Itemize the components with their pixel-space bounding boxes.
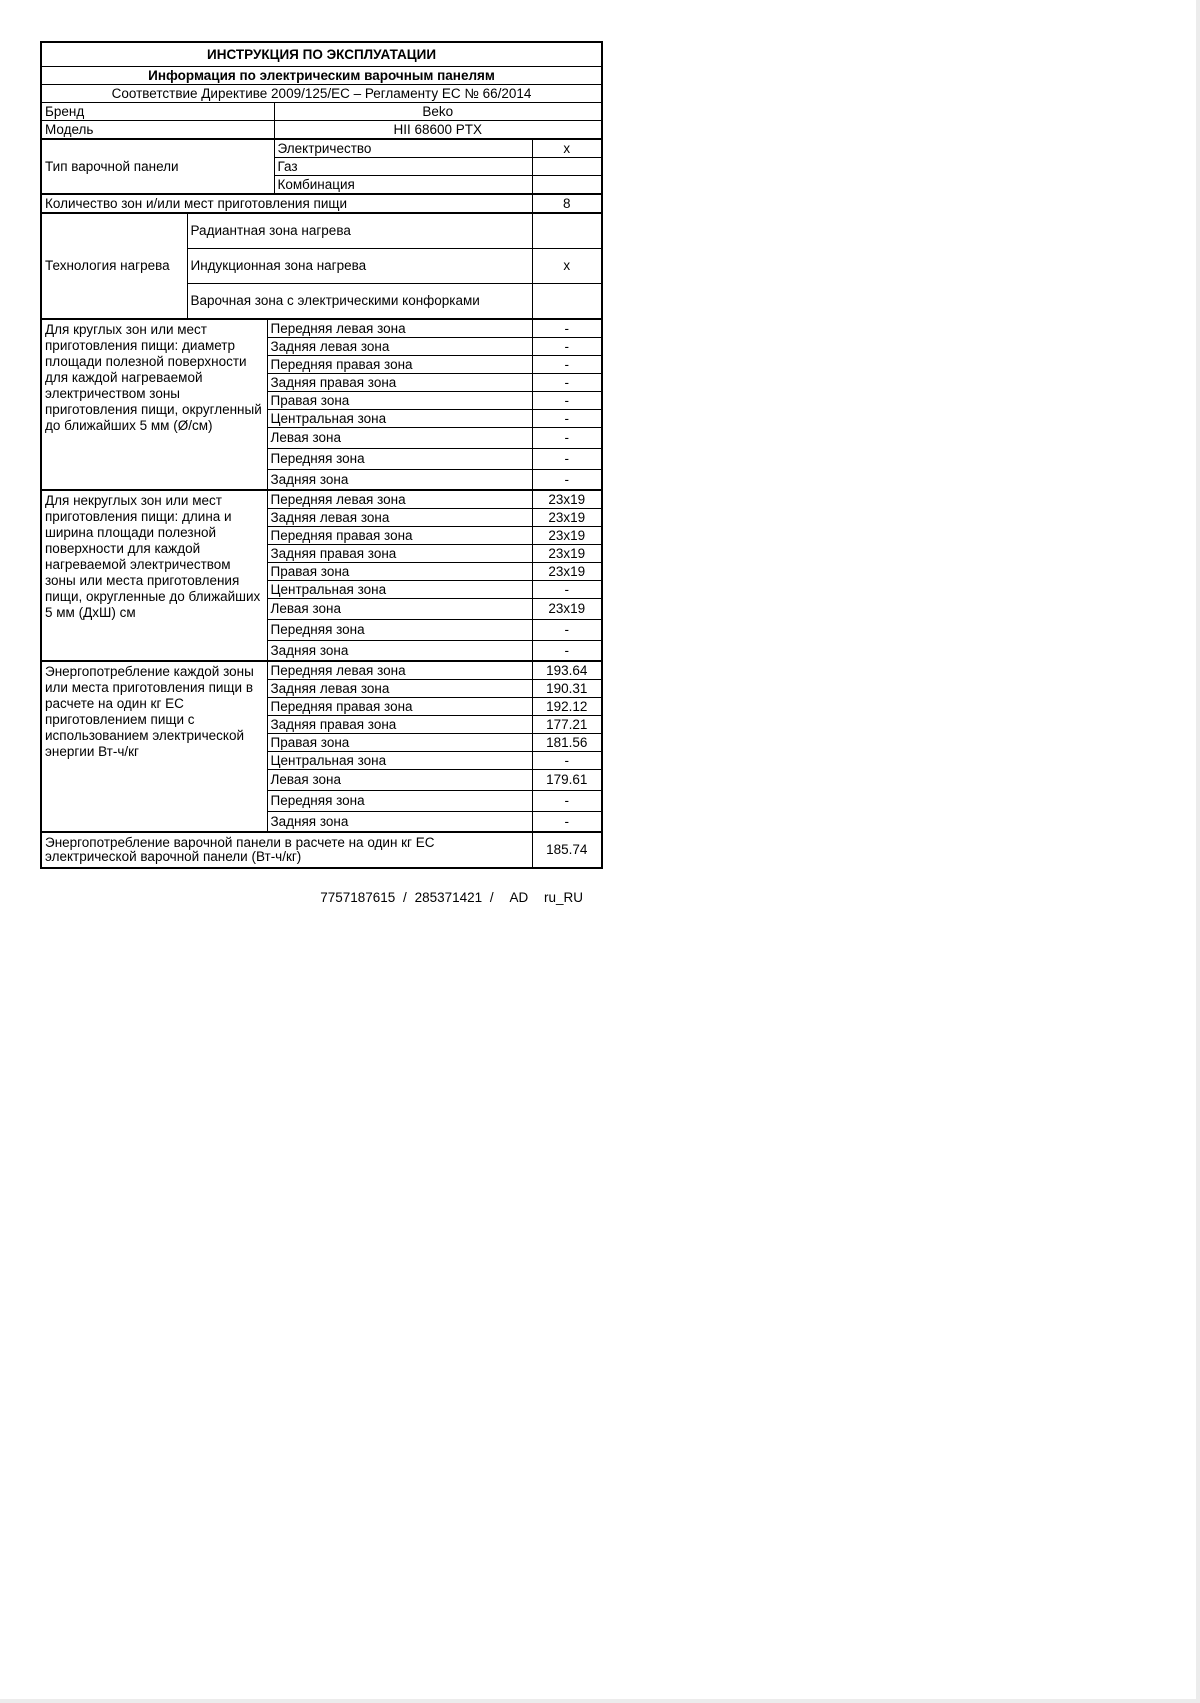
footer-code-2: 285371421 (414, 890, 483, 905)
total-energy-value: 185.74 (532, 832, 602, 868)
zone-value: - (532, 319, 602, 338)
model-label: Модель (41, 121, 274, 140)
tech-induction-value: x (532, 249, 602, 284)
zones-count-label: Количество зон и/или мест приготовления пищи (41, 194, 532, 213)
zone-label: Передняя зона (267, 620, 532, 641)
zone-label: Правая зона (267, 734, 532, 752)
zone-label: Правая зона (267, 392, 532, 410)
footer-code-1: 7757187615 (320, 890, 396, 905)
zone-value: 23x19 (532, 563, 602, 581)
zone-value: 177.21 (532, 716, 602, 734)
hob-type-label: Тип варочной панели (41, 139, 274, 194)
zone-value: 23x19 (532, 490, 602, 509)
zone-label: Задняя зона (267, 470, 532, 491)
round-zones-label: Для круглых зон или мест приготовления пищи: диаметр площади полезной поверхности для каждой нагреваемой электричеством зоны приготовления пищи, округленный до ближайших 5 мм (Ø/см) (41, 319, 267, 490)
zone-label: Задняя правая зона (267, 374, 532, 392)
tech-induction-label: Индукционная зона нагрева (187, 249, 532, 284)
document-title: ИНСТРУКЦИЯ ПО ЭКСПЛУАТАЦИИ (41, 42, 602, 67)
zone-label: Передняя правая зона (267, 527, 532, 545)
zone-value: 179.61 (532, 770, 602, 791)
zone-value: - (532, 791, 602, 812)
zone-value: 23x19 (532, 509, 602, 527)
zone-label: Задняя зона (267, 641, 532, 662)
zone-value: - (532, 641, 602, 662)
zone-label: Передняя зона (267, 791, 532, 812)
model-value: HII 68600 PTX (274, 121, 602, 140)
zone-label: Задняя левая зона (267, 338, 532, 356)
zone-value: 181.56 (532, 734, 602, 752)
zone-value: 23x19 (532, 545, 602, 563)
zone-label: Передняя левая зона (267, 661, 532, 680)
zone-label: Левая зона (267, 428, 532, 449)
zone-value: 193.64 (532, 661, 602, 680)
tech-radiant-value (532, 213, 602, 249)
zone-value: - (532, 410, 602, 428)
zone-label: Задняя правая зона (267, 716, 532, 734)
hob-type-value-electric: x (532, 139, 602, 158)
zone-label: Центральная зона (267, 410, 532, 428)
hob-type-label-electric: Электричество (274, 139, 532, 158)
hob-type-value-gas (532, 158, 602, 176)
tech-radiant-label: Радиантная зона нагрева (187, 213, 532, 249)
directive-line: Соответствие Директиве 2009/125/ЕС – Регламенту ЕС № 66/2014 (41, 85, 602, 103)
footer-locale: ru_RU (543, 890, 583, 905)
nonround-zones-label: Для некруглых зон или мест приготовления пищи: длина и ширина площади полезной поверхности для каждой нагреваемой электричеством зоны или места приготовления пищи, округленные до ближайших 5 мм (ДхШ) см (41, 490, 267, 661)
footer-code-3: AD (509, 890, 529, 905)
zone-label: Передняя левая зона (267, 319, 532, 338)
zone-value: - (532, 392, 602, 410)
footer-separator: / (403, 890, 407, 905)
footer-separator: / (489, 890, 494, 905)
zone-value: - (532, 338, 602, 356)
zone-label: Левая зона (267, 599, 532, 620)
zone-value: - (532, 620, 602, 641)
zone-label: Передняя левая зона (267, 490, 532, 509)
hob-type-label-combination: Комбинация (274, 176, 532, 195)
zone-value: - (532, 374, 602, 392)
zone-value: - (532, 470, 602, 491)
zone-label: Задняя левая зона (267, 680, 532, 698)
heating-technology-label: Технология нагрева (41, 213, 187, 319)
brand-label: Бренд (41, 103, 274, 121)
zones-count-value: 8 (532, 194, 602, 213)
zone-label: Задняя зона (267, 812, 532, 833)
tech-electric-plates-value (532, 284, 602, 320)
zone-label: Задняя правая зона (267, 545, 532, 563)
document-subtitle: Информация по электрическим варочным панелям (41, 67, 602, 85)
zone-label: Центральная зона (267, 581, 532, 599)
zone-value: - (532, 356, 602, 374)
zone-value: 23x19 (532, 527, 602, 545)
document-footer (40, 890, 601, 905)
total-energy-label: Энергопотребление варочной панели в расчете на один кг ЕС электрической варочной панели (Вт-ч/кг) (41, 832, 532, 868)
zone-label: Передняя правая зона (267, 698, 532, 716)
zone-value: - (532, 428, 602, 449)
hob-type-label-gas: Газ (274, 158, 532, 176)
zone-label: Задняя левая зона (267, 509, 532, 527)
zone-label: Левая зона (267, 770, 532, 791)
zone-value: 190.31 (532, 680, 602, 698)
energy-zones-label: Энергопотребление каждой зоны или места приготовления пищи в расчете на один кг ЕС приготовлением пищи с использованием электрической энергии Вт-ч/кг (41, 661, 267, 832)
zone-value: 192.12 (532, 698, 602, 716)
tech-electric-plates-label: Варочная зона с электрическими конфорками (187, 284, 532, 320)
zone-label: Передняя зона (267, 449, 532, 470)
zone-label: Передняя правая зона (267, 356, 532, 374)
energy-info-document (40, 41, 601, 905)
zone-label: Правая зона (267, 563, 532, 581)
zone-label: Центральная зона (267, 752, 532, 770)
zone-value: - (532, 752, 602, 770)
zone-value: - (532, 812, 602, 833)
zone-value: - (532, 449, 602, 470)
brand-value: Beko (274, 103, 602, 121)
zone-value: 23x19 (532, 599, 602, 620)
zone-value: - (532, 581, 602, 599)
hob-type-value-combination (532, 176, 602, 195)
energy-info-table (40, 41, 603, 869)
